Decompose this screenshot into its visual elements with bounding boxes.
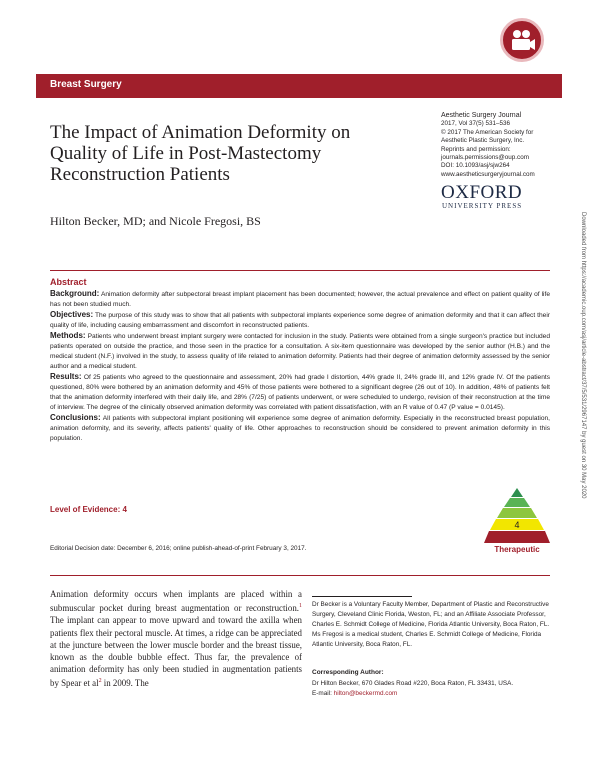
author-email[interactable]: hilton@beckermd.com bbox=[333, 690, 398, 697]
permissions-email[interactable]: journals.permissions@oup.com bbox=[441, 154, 529, 162]
abstract-heading: Abstract bbox=[50, 277, 87, 287]
corresponding-heading: Corresponding Author: bbox=[312, 669, 384, 676]
affiliation-rule bbox=[312, 596, 412, 597]
reprints-label: Reprints and permission: bbox=[441, 145, 511, 153]
download-sidebar: Downloaded from https://academic.oup.com/asj/article-abstract/37/5/531/2967147 by guest on 30 May 2020 bbox=[580, 212, 586, 499]
abstract-conclusions: Conclusions: All patients with subpectoral implant positioning will experience some degree of animation deformity. Especially in the reconstructed breast population, animation deformity, and its severity, affects patients' quality of life. Other approaches to reconstruction should be considered to prevent animation deformity in this population. bbox=[50, 413, 551, 442]
video-badge[interactable] bbox=[500, 18, 544, 62]
ref-2[interactable]: 2 bbox=[98, 678, 102, 685]
divider-bottom bbox=[50, 575, 550, 576]
editorial-date: Editorial Decision date: December 6, 2016; online publish-ahead-of-print February 3, 2017. bbox=[50, 545, 307, 552]
journal-name: Aesthetic Surgery Journal bbox=[441, 112, 522, 119]
journal-volume: 2017, Vol 37(5) 531–536 bbox=[441, 120, 510, 128]
abstract-objectives: Objectives: The purpose of this study was to show that all patients with subpectoral implants experience some degree of animation deformity and that it can affect their quality of life, including causing embarrassment and discomfort in reconstructed patients. bbox=[50, 310, 550, 329]
corresponding-author bbox=[312, 679, 557, 699]
journal-meta bbox=[441, 112, 571, 179]
copyright: © 2017 The American Society for bbox=[441, 128, 534, 136]
doi[interactable]: DOI: 10.1093/asj/sjw264 bbox=[441, 162, 510, 170]
publisher-logo: OXFORD bbox=[441, 182, 523, 203]
evidence-category: Therapeutic bbox=[494, 545, 540, 554]
evidence-level: 4 bbox=[122, 505, 127, 514]
author-email-line: E-mail: hilton@beckermd.com bbox=[312, 690, 398, 697]
abstract-body bbox=[50, 289, 550, 444]
pyramid-tier-2 bbox=[504, 498, 530, 507]
video-camera-icon bbox=[503, 21, 541, 59]
pyramid-tier-3 bbox=[497, 508, 537, 518]
pyramid-level-label: 4 bbox=[514, 520, 520, 530]
divider-top bbox=[50, 270, 550, 271]
publisher-sub: UNIVERSITY PRESS bbox=[442, 202, 523, 210]
pyramid-tier-5 bbox=[484, 531, 550, 543]
abstract-background: Background: Animation deformity after subpectoral breast implant placement has been documented; however, the actual prevalence and effect on patient quality of life has not been studied much. bbox=[50, 289, 550, 308]
authors: Hilton Becker, MD; and Nicole Fregosi, BS bbox=[50, 214, 261, 228]
copyright-holder: Aesthetic Plastic Surgery, Inc. bbox=[441, 137, 525, 145]
body-paragraph: Animation deformity occurs when implants are placed within a submuscular pocket during breast augmentation or reconstruction.$^1$ The implant can appear to move upward and toward the axilla when patients flex their pectoral muscle. At times, a ridge can be appreciated at the juncture between the lower muscle border and the breast tissue, known as the double bubble effect. Thus far, the prevalence of animation deformity has only been studied in augmentation patients by Spear et $al^2$ in 2009. The bbox=[50, 589, 302, 689]
article-title: The Impact of Animation Deformity on Quality of Life in Post-Mastectomy Reconstruction Patients bbox=[50, 122, 351, 185]
author-address: Dr Hilton Becker, 670 Glades Road #220, Boca Raton, FL 33431, USA. bbox=[312, 680, 514, 687]
journal-url[interactable]: www.aestheticsurgeryjournal.com bbox=[441, 170, 535, 178]
level-of-evidence: Level of Evidence: 4 bbox=[50, 505, 127, 514]
evidence-pyramid bbox=[484, 488, 550, 544]
affiliation: Dr Becker is a Voluntary Faculty Member, Department of Plastic and Reconstructive Surgery, Cleveland Clinic Florida, Weston, FL; and an Affiliate Associate Professor, Charles E. Schmidt College of Medicine, Florida Atlantic University, Boca Raton, FL. Ms Fregosi is a medical student, Charles E. Schmidt College of Medicine, Florida Atlantic University, Boca Raton, FL. bbox=[312, 601, 550, 648]
abstract-results: Results: Of 25 patients who agreed to the questionnaire and assessment, 20% had grade I distortion, 44% grade II, 24% grade III, and 12% grade IV. Of the patients questioned, 80% were bothered by an animation deformity and 45% of those patients were bothered to a significant degree (26 out of 10). In addition, 48% of patients felt that the animation deformity interfered with their daily life, and 28% (7/25) of patients underwent, or were scheduled to undergo, revision of their reconstruction at the time of interview. The degree of the clinically observed animation deformity was correlated with patient dissatisfaction, with an R value of 0.47 (P value = 0.0145). bbox=[50, 372, 550, 411]
abstract-methods: Methods: Patients who underwent breast implant surgery were contacted for inclusion in the study. Patients were obtained from a single surgeon's practice but included patients operated on outside the practice, and those seen in the practice for a consultation. A six-item questionnaire was developed by the senior author (H.B.) and the medical student (N.F.) involved in the study, to assess quality of life related to animation deformity. Patients had their degree of animation deformity assessed by the senior author and a medical student. bbox=[50, 331, 550, 370]
section-label: Breast Surgery bbox=[50, 79, 122, 90]
ref-1[interactable]: 1 bbox=[299, 603, 302, 610]
pyramid-tier-1 bbox=[511, 488, 523, 497]
